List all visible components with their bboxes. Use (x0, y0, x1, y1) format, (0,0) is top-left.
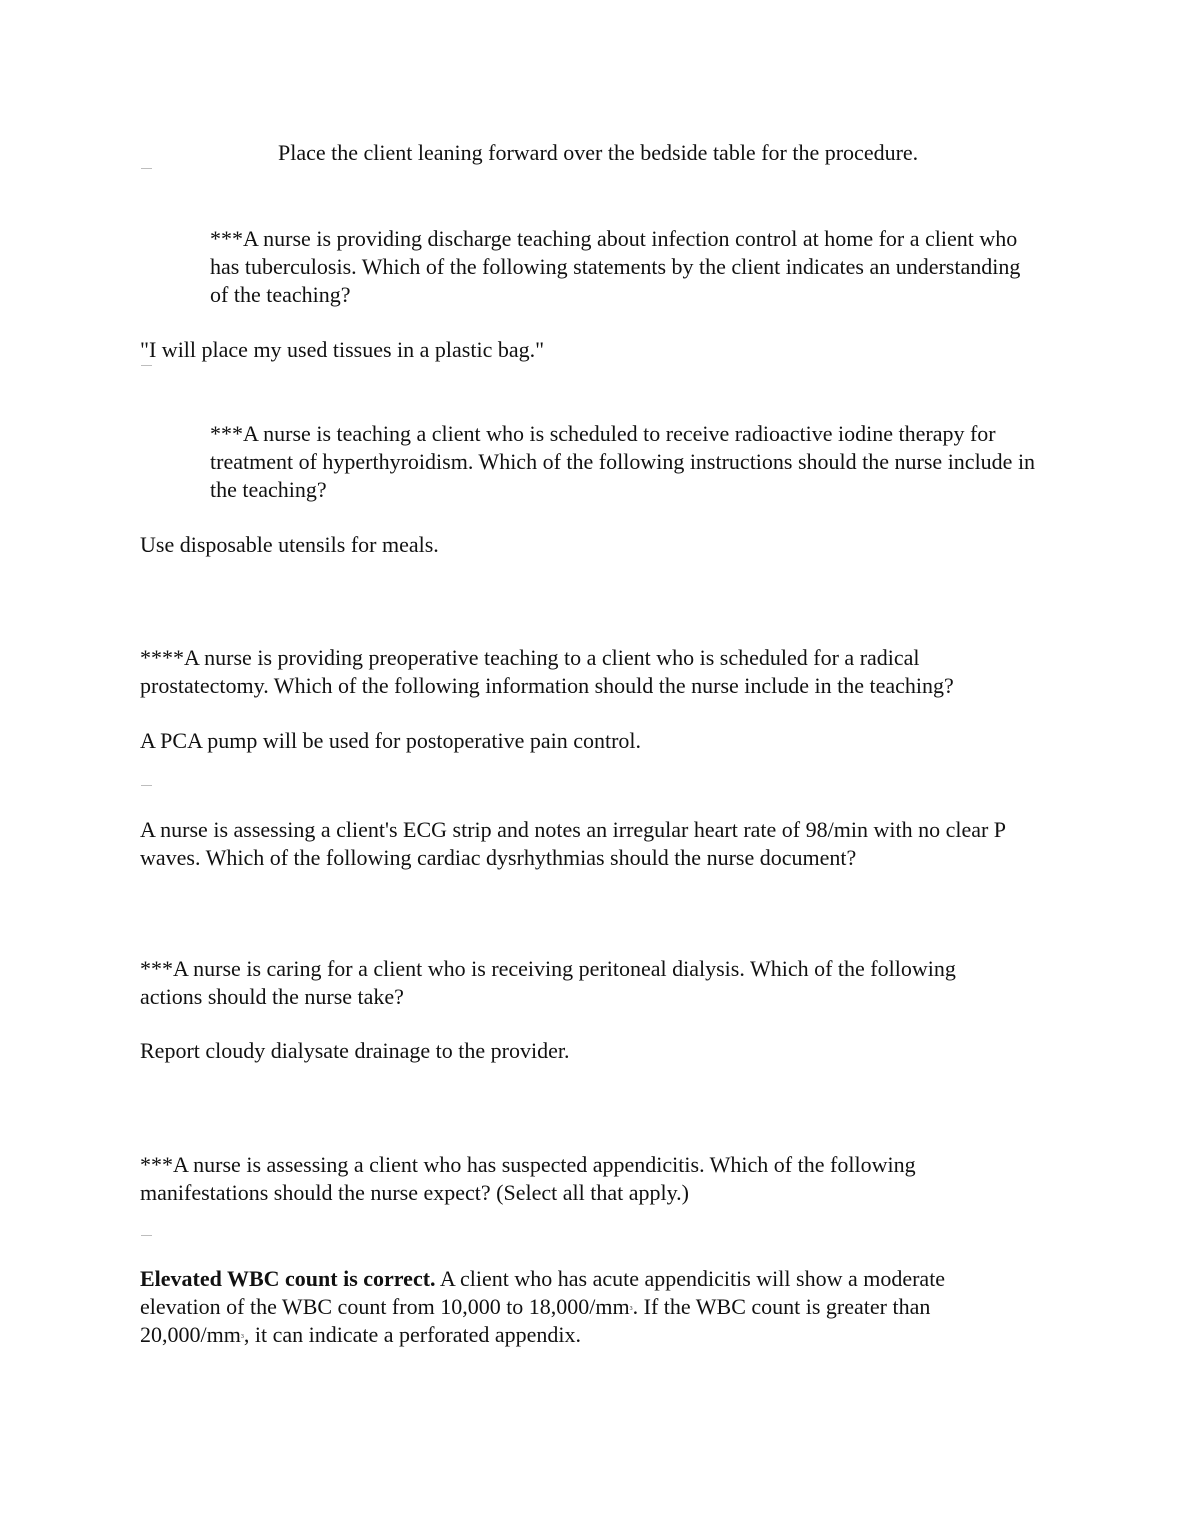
rationale-lead: Elevated WBC count is correct. (140, 1266, 436, 1291)
answer-text: Use disposable utensils for meals. (140, 532, 439, 557)
superscript: 3 (629, 1306, 633, 1312)
answer-marker (141, 365, 152, 366)
question-text: ***A nurse is caring for a client who is receiving peritoneal dialysis. Which of the following actions should the nurse take? (140, 956, 956, 1009)
superscript: 3 (240, 1334, 244, 1340)
answer-text: Place the client leaning forward over the bedside table for the procedure. (278, 140, 919, 165)
rationale-paragraph (140, 1265, 1000, 1349)
answer-text: "I will place my used tissues in a plastic bag." (140, 337, 545, 362)
question-text: ***A nurse is assessing a client who has suspected appendicitis. Which of the following manifestations should the nurse expect? (Select all that apply.) (140, 1152, 916, 1205)
question-text: ***A nurse is teaching a client who is scheduled to receive radioactive iodine therapy for treatment of hyperthyroidism. Which of the following instructions should the nurse include in the teaching? (210, 421, 1036, 502)
answer-marker (141, 168, 152, 169)
rationale-text: . If the WBC count is greater than 20,000/mm (140, 1294, 931, 1347)
answer-text: A PCA pump will be used for postoperative pain control. (140, 728, 642, 753)
answer-marker (141, 1235, 152, 1236)
question-text: ****A nurse is providing preoperative teaching to a client who is scheduled for a radical prostatectomy. Which of the following information should the nurse include in the teaching? (140, 645, 954, 698)
question-text: ***A nurse is providing discharge teaching about infection control at home for a client who has tuberculosis. Which of the following statements by the client indicates an understanding of the teaching? (210, 226, 1021, 307)
rationale-text: A client who has acute appendicitis will show a moderate elevation of the WBC count from 10,000 to 18,000/mm (140, 1266, 946, 1319)
rationale-text: , it can indicate a perforated appendix. (243, 1322, 582, 1347)
answer-text: Report cloudy dialysate drainage to the provider. (140, 1038, 570, 1063)
answer-marker (141, 785, 152, 786)
question-text: A nurse is assessing a client's ECG strip and notes an irregular heart rate of 98/min with no clear P waves. Which of the following cardiac dysrhythmias should the nurse document? (140, 817, 1006, 870)
